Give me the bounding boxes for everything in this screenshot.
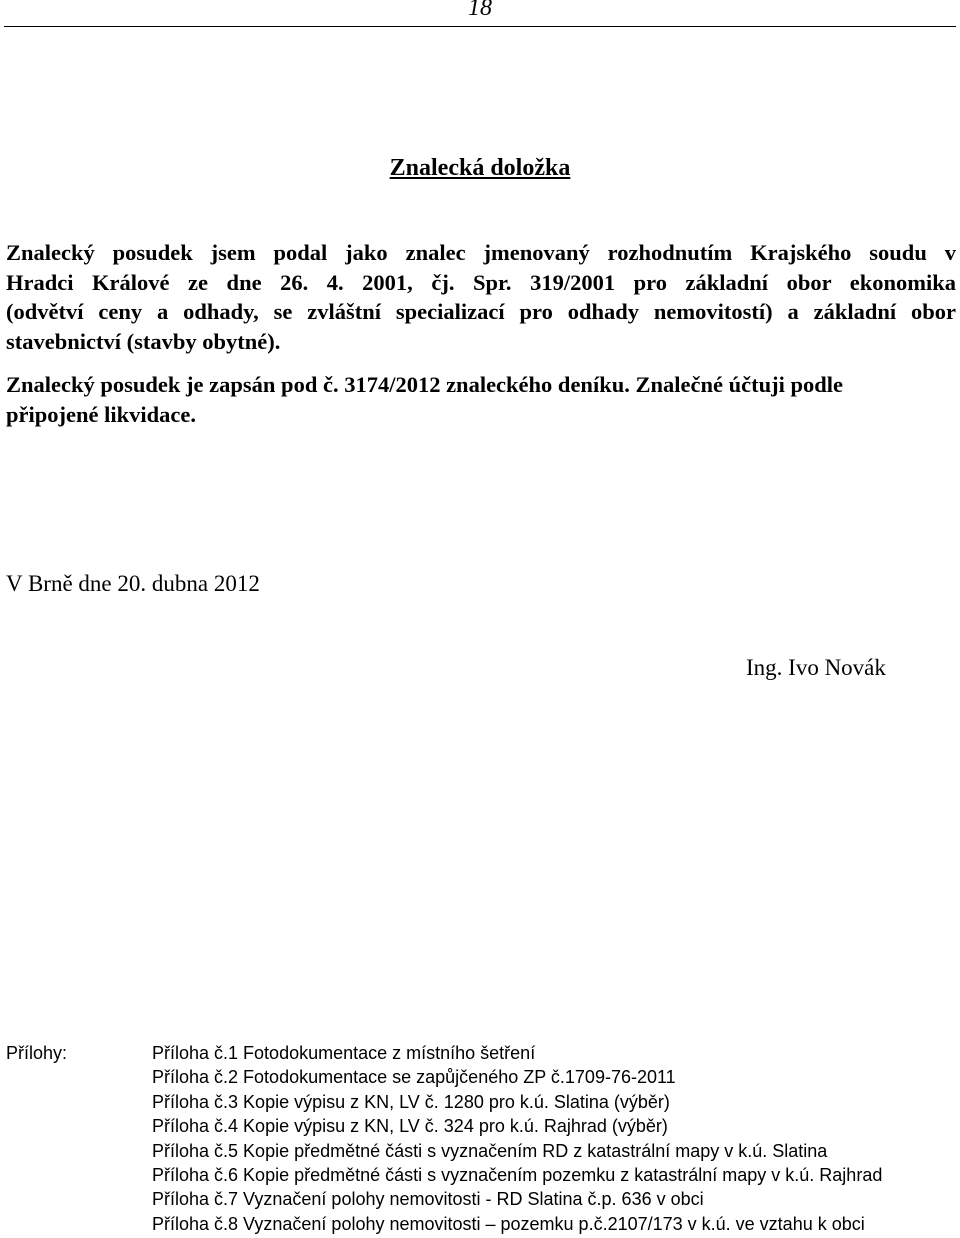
- attachment-item-text: Příloha č.5 Kopie předmětné části s vyznačením RD z katastrální mapy v k.ú. Slatina: [152, 1140, 828, 1161]
- attachment-item-text: Příloha č.8 Vyznačení polohy nemovitosti – pozemku p.č.2107/173 v k.ú. ve vztahu k obci: [152, 1213, 865, 1234]
- clause-line: (odvětví ceny a odhady, se zvláštní specializací pro odhady nemovitostí) a základní obor: [6, 299, 956, 324]
- attachment-item: [152, 1041, 882, 1065]
- attachment-item-text: Příloha č.3 Kopie výpisu z KN, LV č. 1280 pro k.ú. Slatina (výběr): [152, 1091, 670, 1112]
- registration-line: Znalecký posudek je zapsán pod č. 3174/2012 znaleckého deníku. Znalečné účtuji podle: [6, 372, 843, 397]
- clause-line: stavebnictví (stavby obytné).: [6, 328, 281, 354]
- document-title: Znalecká doložka: [389, 155, 571, 181]
- attachment-item-text: Příloha č.6 Kopie předmětné části s vyznačením pozemku z katastrální mapy v k.ú. Rajhrad: [152, 1164, 883, 1185]
- place-and-date: V Brně dne 20. dubna 2012: [6, 571, 260, 596]
- signature-name: Ing. Ivo Novák: [746, 655, 886, 680]
- attachment-item: [152, 1065, 882, 1089]
- attachment-item: [152, 1114, 882, 1138]
- attachment-item: [152, 1139, 882, 1163]
- expert-clause-paragraph: [6, 238, 956, 356]
- registration-line: připojené likvidace.: [6, 401, 196, 427]
- page-number: 18: [468, 0, 492, 21]
- attachment-item: [152, 1212, 882, 1236]
- attachment-item: [152, 1163, 882, 1187]
- attachment-item: [152, 1187, 882, 1211]
- header-rule: [4, 26, 956, 27]
- attachment-item-text: Příloha č.1 Fotodokumentace z místního šetření: [152, 1043, 536, 1063]
- attachment-item-text: Příloha č.2 Fotodokumentace se zapůjčeného ZP č.1709-76-2011: [152, 1067, 676, 1088]
- attachments-label: Přílohy:: [6, 1043, 68, 1063]
- attachment-item: [152, 1090, 882, 1114]
- registration-paragraph: [6, 370, 956, 429]
- attachment-item-text: Příloha č.4 Kopie výpisu z KN, LV č. 324 pro k.ú. Rajhrad (výběr): [152, 1116, 668, 1137]
- attachments-list: [152, 1041, 882, 1236]
- attachment-item-text: Příloha č.7 Vyznačení polohy nemovitosti - RD Slatina č.p. 636 v obci: [152, 1189, 704, 1210]
- clause-line: Znalecký posudek jsem podal jako znalec jmenovaný rozhodnutím Krajského soudu v: [6, 240, 956, 265]
- clause-line: Hradci Králové ze dne 26. 4. 2001, čj. Spr. 319/2001 pro základní obor ekonomika: [6, 269, 956, 295]
